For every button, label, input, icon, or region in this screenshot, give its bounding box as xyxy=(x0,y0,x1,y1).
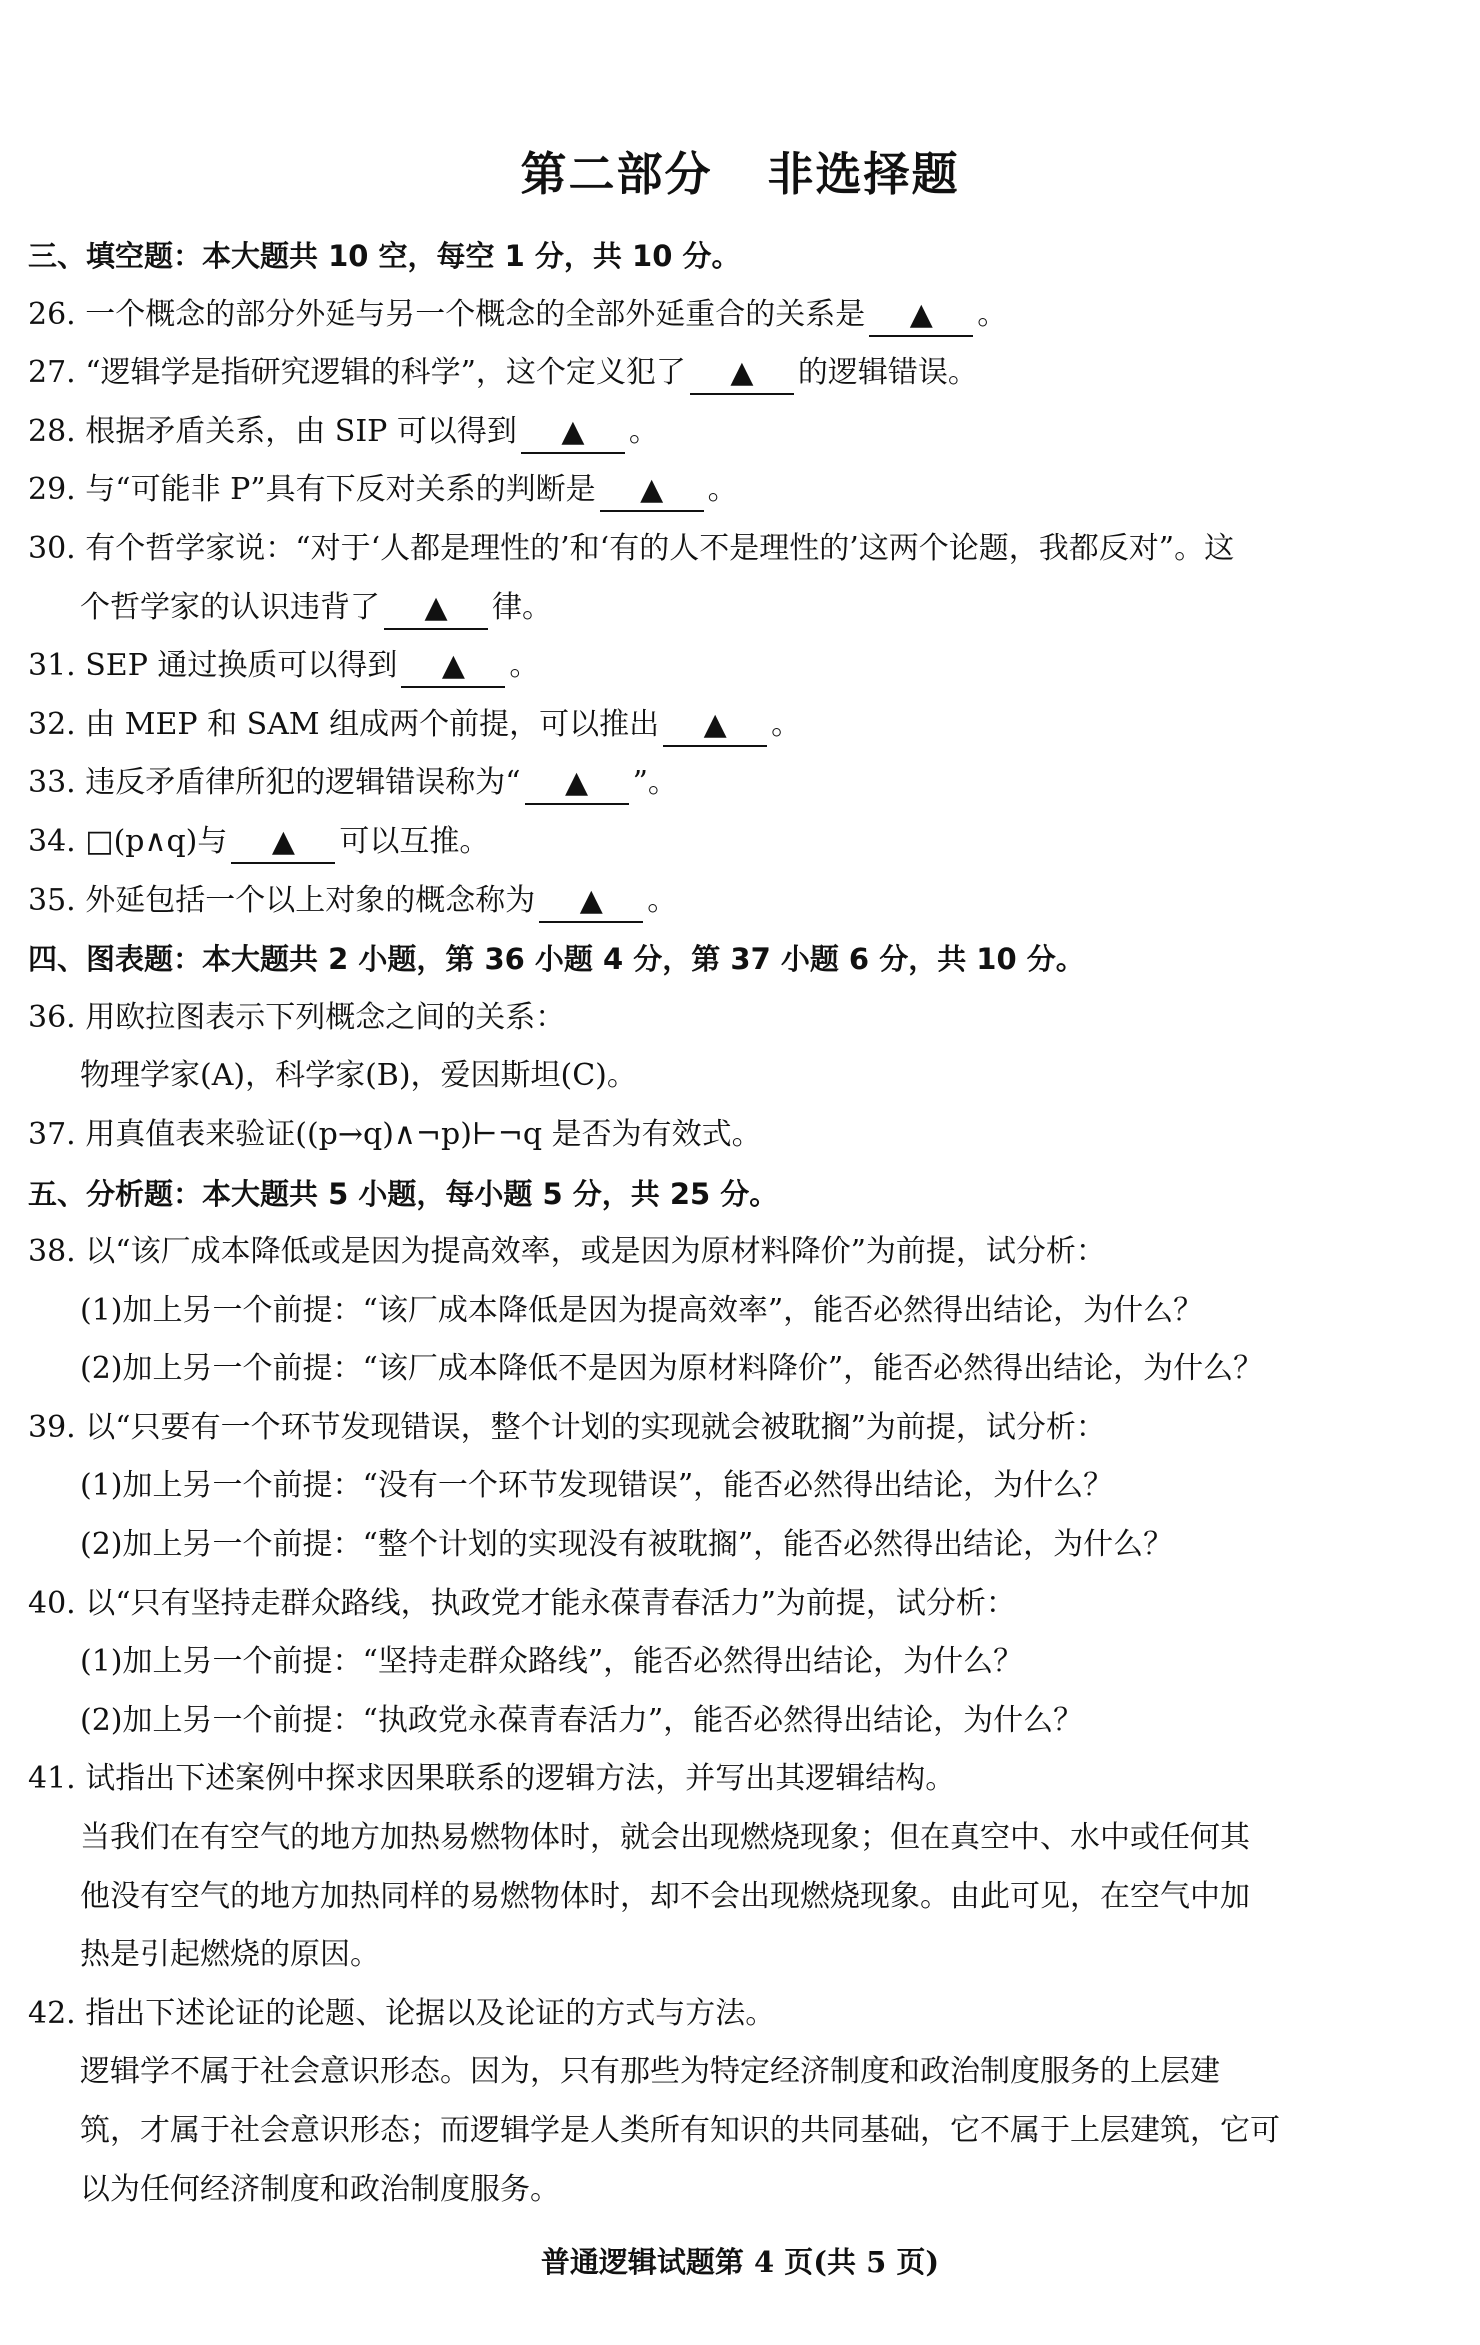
section-fill-blank-heading: 三、填空题：本大题共 10 空，每空 1 分，共 10 分。 xyxy=(28,239,741,273)
question-29 xyxy=(28,461,1458,520)
answer-blank: ▲ xyxy=(690,353,794,395)
question-27 xyxy=(28,344,1458,403)
section-analysis-heading: 五、分析题：本大题共 5 小题，每小题 5 分，共 25 分。 xyxy=(28,1176,779,1211)
question-38-sub1: (1)加上另一个前提：“该厂成本降低是因为提高效率”，能否必然得出结论，为什么？ xyxy=(80,1292,1204,1328)
question-text: ”。 xyxy=(632,765,678,801)
question-30 xyxy=(28,520,1458,579)
answer-blank: ▲ xyxy=(525,763,629,805)
question-37: 37. 用真值表来验证((p→q)∧¬p)⊢¬q 是否为有效式。 xyxy=(28,1116,762,1152)
title-part: 第二部分 xyxy=(520,147,713,201)
question-text: 。 xyxy=(628,413,659,449)
page-footer: 普通逻辑试题第 4 页(共 5 页) xyxy=(540,2245,940,2279)
answer-blank: ▲ xyxy=(539,881,643,923)
question-26 xyxy=(28,286,1458,345)
question-39-sub1: (1)加上另一个前提：“没有一个环节发现错误”，能否必然得出结论，为什么？ xyxy=(80,1468,1114,1504)
question-38-sub2: (2)加上另一个前提：“该厂成本降低不是因为原材料降价”，能否必然得出结论，为什么？ xyxy=(80,1351,1264,1387)
question-30-cont xyxy=(28,579,1458,638)
question-40: 40. 以“只有坚持走群众路线，执政党才能永葆青春活力”为前提，试分析： xyxy=(28,1585,1016,1621)
question-text: 。 xyxy=(771,706,802,742)
question-text: 29. 与“可能非 P”具有下反对关系的判断是 xyxy=(28,472,596,508)
question-text: 30. 有个哲学家说：“对于‘人都是理性的’和‘有的人不是理性的’这两个论题，我都反对”。这 xyxy=(28,530,1235,566)
question-text: 32. 由 MEP 和 SAM 组成两个前提，可以推出 xyxy=(28,706,660,742)
question-text: 34. □(p∧q)与 xyxy=(28,823,228,859)
question-35 xyxy=(28,872,1458,931)
question-body xyxy=(28,227,1458,2219)
question-38: 38. 以“该厂成本降低或是因为提高效率，或是因为原材料降价”为前提，试分析： xyxy=(28,1234,1106,1270)
question-text: 31. SEP 通过换质可以得到 xyxy=(28,648,398,684)
question-36-concepts: 物理学家(A)，科学家(B)，爱因斯坦(C)。 xyxy=(80,1058,637,1094)
question-41-passage: 热是引起燃烧的原因。 xyxy=(80,1937,380,1973)
question-41: 41. 试指出下述案例中探求因果联系的逻辑方法，并写出其逻辑结构。 xyxy=(28,1761,956,1797)
question-31 xyxy=(28,637,1458,696)
question-text: 律。 xyxy=(492,589,552,625)
question-39-sub2: (2)加上另一个前提：“整个计划的实现没有被耽搁”，能否必然得出结论，为什么？ xyxy=(80,1527,1174,1563)
answer-blank: ▲ xyxy=(231,822,335,864)
question-39: 39. 以“只要有一个环节发现错误，整个计划的实现就会被耽搁”为前提，试分析： xyxy=(28,1409,1106,1445)
question-28 xyxy=(28,403,1458,462)
question-text: 。 xyxy=(977,296,1008,332)
question-text: 26. 一个概念的部分外延与另一个概念的全部外延重合的关系是 xyxy=(28,296,866,332)
answer-blank: ▲ xyxy=(869,295,973,337)
question-32 xyxy=(28,696,1458,755)
question-text: 35. 外延包括一个以上对象的概念称为 xyxy=(28,882,536,918)
question-40-sub2: (2)加上另一个前提：“执政党永葆青春活力”，能否必然得出结论，为什么？ xyxy=(80,1702,1084,1738)
question-42-passage: 逻辑学不属于社会意识形态。因为，只有那些为特定经济制度和政治制度服务的上层建 xyxy=(80,2054,1220,2090)
question-41-passage: 他没有空气的地方加热同样的易燃物体时，却不会出现燃烧现象。由此可见，在空气中加 xyxy=(80,1878,1250,1914)
question-text: 可以互推。 xyxy=(339,823,490,859)
question-text: 。 xyxy=(707,472,738,508)
question-text: 。 xyxy=(509,648,540,684)
question-33 xyxy=(28,754,1458,813)
question-text: 。 xyxy=(647,882,678,918)
question-text: 个哲学家的认识违背了 xyxy=(80,589,380,625)
answer-blank: ▲ xyxy=(600,470,704,512)
answer-blank: ▲ xyxy=(384,588,488,630)
question-42-passage: 以为任何经济制度和政治制度服务。 xyxy=(80,2171,560,2207)
question-text: 28. 根据矛盾关系，由 SIP 可以得到 xyxy=(28,413,517,449)
question-text: 27. “逻辑学是指研究逻辑的科学”，这个定义犯了 xyxy=(28,355,686,391)
section-diagram-heading: 四、图表题：本大题共 2 小题，第 36 小题 4 分，第 37 小题 6 分，共 10 分。 xyxy=(28,942,1085,977)
question-36: 36. 用欧拉图表示下列概念之间的关系： xyxy=(28,999,566,1035)
answer-blank: ▲ xyxy=(401,646,505,688)
answer-blank: ▲ xyxy=(663,705,767,747)
question-40-sub1: (1)加上另一个前提：“坚持走群众路线”，能否必然得出结论，为什么？ xyxy=(80,1644,1024,1680)
question-42: 42. 指出下述论证的论题、论据以及论证的方式与方法。 xyxy=(28,1995,776,2031)
question-42-passage: 筑，才属于社会意识形态；而逻辑学是人类所有知识的共同基础，它不属于上层建筑，它可 xyxy=(80,2113,1280,2148)
question-34 xyxy=(28,813,1458,872)
question-41-passage: 当我们在有空气的地方加热易燃物体时，就会出现燃烧现象；但在真空中、水中或任何其 xyxy=(80,1820,1250,1856)
answer-blank: ▲ xyxy=(521,412,625,454)
question-text: 的逻辑错误。 xyxy=(797,355,978,391)
title-name: 非选择题 xyxy=(767,147,960,201)
page-title xyxy=(0,138,1480,204)
question-text: 33. 违反矛盾律所犯的逻辑错误称为“ xyxy=(28,765,521,801)
